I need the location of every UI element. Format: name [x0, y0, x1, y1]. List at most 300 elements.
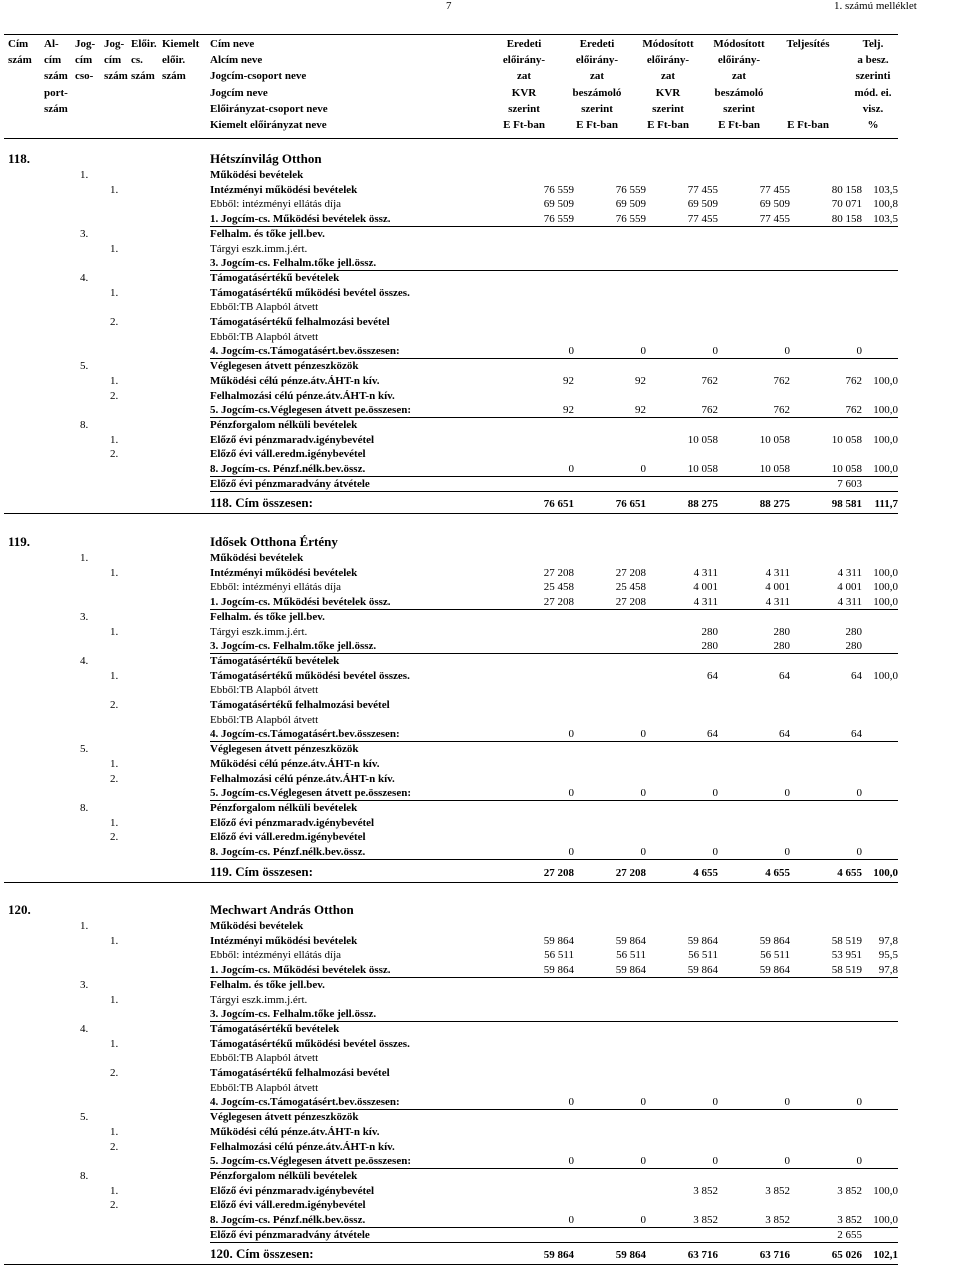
row-value: 280 — [773, 625, 790, 638]
row-value: 0 — [784, 345, 790, 358]
row-label: Működési bevételek — [210, 552, 304, 564]
row-value: 100,0 — [873, 433, 898, 446]
row-index: 1. — [110, 993, 119, 1006]
section-number: 118. — [8, 151, 31, 166]
row-value: 0 — [856, 846, 862, 858]
row-value: 59 864 — [687, 964, 718, 977]
section-title: Hétszínvilág Otthon — [210, 151, 322, 166]
subtotal-rule — [210, 491, 898, 492]
section-total-value: 27 208 — [615, 866, 646, 879]
row-index: 2. — [110, 831, 119, 844]
header-value-label: zat — [589, 70, 605, 83]
row-label: Előző évi pénzmaradv.igénybevétel — [210, 816, 375, 829]
row-index: 2. — [110, 448, 119, 461]
section-total-value: 59 864 — [543, 1249, 574, 1262]
header-name-label: Jogcím-csoport neve — [210, 70, 307, 83]
row-index: 2. — [110, 699, 119, 711]
row-label: 4. Jogcím-cs.Támogatásért.bev.összesen: — [210, 1096, 400, 1109]
row-label: Támogatásértékű felhalmozási bevétel — [210, 316, 390, 328]
header-col-label: szám — [131, 70, 155, 83]
row-value: 0 — [640, 1155, 646, 1168]
row-index: 1. — [110, 433, 119, 446]
header-value-label: KVR — [655, 86, 681, 99]
row-label: Pénzforgalom nélküli bevételek — [210, 1169, 358, 1182]
row-value: 0 — [712, 787, 718, 800]
row-value: 59 864 — [615, 964, 646, 977]
row-label: Előző évi pénzmaradvány átvétele — [210, 1228, 370, 1241]
header-value-label: szerint — [581, 102, 613, 115]
row-index: 1. — [110, 1184, 119, 1197]
row-label: 3. Jogcím-cs. Felhalm.tőke jell.össz. — [210, 640, 377, 653]
row-value: 0 — [568, 1096, 574, 1109]
header-value-label: előirány- — [646, 54, 690, 67]
row-value: 0 — [640, 1096, 646, 1109]
row-value: 0 — [856, 345, 862, 358]
section-total-label: 119. Cím összesen: — [210, 863, 313, 879]
row-value: 0 — [712, 846, 718, 858]
row-label: 4. Jogcím-cs.Támogatásért.bev.összesen: — [210, 728, 400, 741]
row-value: 100,0 — [873, 1184, 898, 1197]
header-value-label: Eredeti — [506, 38, 542, 50]
row-value: 92 — [563, 404, 574, 417]
row-label: Előző évi pénzmaradvány átvétele — [210, 477, 370, 490]
section-total-value: 63 716 — [759, 1249, 790, 1262]
section-total-value: 59 864 — [615, 1249, 646, 1262]
row-value: 762 — [845, 404, 862, 417]
row-value: 3 852 — [837, 1184, 862, 1197]
row-label: 8. Jogcím-cs. Pénzf.nélk.bev.össz. — [210, 846, 366, 858]
row-value: 59 864 — [759, 964, 790, 977]
header-value-label: szerinti — [855, 70, 891, 83]
section-total-value: 100,0 — [873, 866, 898, 879]
row-value: 7 603 — [837, 477, 862, 490]
row-value: 0 — [640, 728, 646, 741]
row-index: 8. — [80, 418, 89, 431]
row-value: 53 951 — [831, 949, 862, 962]
row-label: Támogatásértékű felhalmozási bevétel — [210, 699, 390, 711]
row-value: 64 — [851, 728, 862, 741]
row-value: 27 208 — [615, 596, 646, 609]
row-value: 280 — [845, 640, 862, 653]
row-value: 2 655 — [837, 1228, 862, 1241]
row-value: 59 864 — [615, 934, 646, 947]
header-top-rule — [4, 34, 898, 35]
header-name-label: Kiemelt előirányzat neve — [210, 119, 327, 131]
row-label: Támogatásértékű bevételek — [210, 654, 340, 667]
row-index: 1. — [110, 1037, 119, 1050]
row-label: Működési bevételek — [210, 169, 304, 181]
header-value-label: zat — [660, 70, 676, 83]
row-value: 27 208 — [543, 596, 574, 609]
row-label: Tárgyi eszk.imm.j.ért. — [210, 993, 308, 1006]
section-bottom-rule — [4, 513, 898, 514]
header-value-label: Eredeti — [579, 38, 615, 50]
row-label: 3. Jogcím-cs. Felhalm.tőke jell.össz. — [210, 1008, 377, 1021]
row-label: 1. Jogcím-cs. Működési bevételek össz. — [210, 213, 391, 226]
row-label: Ebből:TB Alapból átvett — [210, 330, 319, 343]
row-index: 1. — [110, 1125, 119, 1138]
header-value-label: Telj. — [862, 38, 884, 50]
row-value: 0 — [568, 1214, 574, 1226]
row-index: 1. — [80, 920, 89, 932]
row-index: 4. — [80, 271, 89, 284]
row-label: Tárgyi eszk.imm.j.ért. — [210, 625, 308, 638]
row-index: 2. — [110, 316, 119, 328]
row-value: 58 519 — [831, 934, 862, 947]
row-value: 280 — [773, 640, 790, 653]
row-value: 103,5 — [873, 183, 898, 196]
row-label: Véglegesen átvett pénzeszközök — [210, 743, 359, 756]
row-label: Ebből:TB Alapból átvett — [210, 1052, 319, 1065]
row-value: 0 — [712, 1155, 718, 1168]
section-total-value: 4 655 — [693, 866, 718, 879]
row-value: 0 — [568, 463, 574, 475]
row-index: 2. — [110, 1067, 119, 1079]
header-value-label: előirány- — [575, 54, 619, 67]
header-col-label: Jog- — [75, 38, 96, 50]
header-col-label: cso- — [75, 70, 94, 83]
header-col-label: cím — [44, 54, 62, 67]
row-value: 70 071 — [831, 198, 862, 211]
row-value: 77 455 — [687, 183, 718, 196]
row-value: 762 — [773, 404, 790, 417]
header-value-label: előirány- — [502, 54, 546, 67]
row-label: Intézményi működési bevételek — [210, 566, 358, 579]
row-value: 0 — [856, 1155, 862, 1168]
row-value: 56 511 — [616, 949, 646, 962]
row-value: 10 058 — [687, 433, 718, 446]
row-value: 0 — [784, 1096, 790, 1109]
row-value: 762 — [845, 374, 862, 387]
row-label: Véglegesen átvett pénzeszközök — [210, 360, 359, 373]
row-value: 59 864 — [687, 934, 718, 947]
row-value: 59 864 — [543, 934, 574, 947]
row-label: 1. Jogcím-cs. Működési bevételek össz. — [210, 596, 391, 609]
row-value: 10 058 — [831, 433, 862, 446]
row-label: 5. Jogcím-cs.Véglegesen átvett pe.összesen: — [210, 787, 411, 800]
row-label: Támogatásértékű bevételek — [210, 271, 340, 284]
header-value-label: E Ft-ban — [718, 119, 760, 131]
row-value: 100,0 — [873, 596, 898, 609]
row-label: Támogatásértékű felhalmozási bevétel — [210, 1067, 390, 1079]
header-name-label: Előirányzat-csoport neve — [210, 102, 328, 115]
row-value: 0 — [640, 345, 646, 358]
row-value: 64 — [707, 669, 718, 682]
section-number: 120. — [8, 902, 31, 917]
row-value: 4 001 — [837, 581, 862, 594]
row-label: Intézményi működési bevételek — [210, 934, 358, 947]
row-value: 0 — [568, 728, 574, 741]
header-col-label: szám — [44, 70, 68, 83]
header-col-label: port- — [44, 86, 68, 99]
row-label: Felhalmozási célú pénze.átv.ÁHT-n kív. — [210, 772, 395, 785]
row-value: 0 — [568, 846, 574, 858]
header-col-label: cím — [75, 54, 93, 67]
row-label: 3. Jogcím-cs. Felhalm.tőke jell.össz. — [210, 257, 377, 270]
row-value: 92 — [563, 374, 574, 387]
header-value-label: zat — [516, 70, 532, 83]
header-value-label: a besz. — [857, 54, 889, 67]
row-value: 95,5 — [878, 949, 898, 962]
header-col-label: szám — [8, 54, 32, 67]
row-value: 25 458 — [615, 581, 646, 594]
row-value: 100,0 — [873, 404, 898, 417]
section-total-value: 102,1 — [873, 1249, 898, 1262]
row-value: 56 511 — [760, 949, 790, 962]
header-value-label: szerint — [652, 102, 684, 115]
header-value-label: E Ft-ban — [787, 119, 829, 131]
row-value: 64 — [707, 728, 718, 741]
row-label: Előző évi pénzmaradv.igénybevétel — [210, 1184, 375, 1197]
row-label: Felhalmozási célú pénze.átv.ÁHT-n kív. — [210, 389, 395, 402]
subtotal-rule — [210, 859, 898, 860]
row-value: 10 058 — [759, 463, 790, 475]
row-label: Tárgyi eszk.imm.j.ért. — [210, 242, 308, 255]
row-value: 100,0 — [873, 581, 898, 594]
row-value: 4 311 — [693, 566, 718, 579]
header-name-label: Cím neve — [210, 38, 255, 50]
row-index: 1. — [110, 669, 119, 682]
row-index: 1. — [110, 183, 119, 196]
header-value-label: szerint — [723, 102, 755, 115]
row-label: Működési célú pénze.átv.ÁHT-n kív. — [210, 374, 380, 387]
row-value: 80 158 — [831, 213, 862, 226]
row-value: 100,0 — [873, 566, 898, 579]
row-value: 10 058 — [759, 433, 790, 446]
section-total-value: 98 581 — [831, 498, 862, 511]
section-bottom-rule — [4, 1264, 898, 1265]
row-label: Támogatásértékű működési bevétel összes. — [210, 669, 410, 682]
row-value: 4 311 — [837, 596, 862, 609]
row-value: 103,5 — [873, 213, 898, 226]
row-index: 1. — [80, 552, 89, 564]
section-total-value: 111,7 — [874, 498, 898, 511]
row-value: 3 852 — [765, 1184, 790, 1197]
row-index: 2. — [110, 389, 119, 402]
row-label: 1. Jogcím-cs. Működési bevételek össz. — [210, 964, 391, 977]
row-value: 0 — [784, 1155, 790, 1168]
header-value-label: Módosított — [642, 38, 694, 50]
row-label: Véglegesen átvett pénzeszközök — [210, 1111, 359, 1124]
header-col-label: szám — [44, 102, 68, 115]
header-value-label: előirány- — [717, 54, 761, 67]
row-value: 4 311 — [765, 566, 790, 579]
row-label: Támogatásértékű működési bevétel összes. — [210, 286, 410, 299]
row-value: 280 — [701, 625, 718, 638]
row-value: 4 001 — [765, 581, 790, 594]
row-value: 280 — [701, 640, 718, 653]
row-index: 1. — [110, 816, 119, 829]
row-label: Intézményi működési bevételek — [210, 183, 358, 196]
row-value: 4 311 — [837, 566, 862, 579]
header-value-label: E Ft-ban — [503, 119, 545, 131]
row-index: 2. — [110, 772, 119, 785]
row-index: 5. — [80, 1111, 89, 1124]
section-number: 119. — [8, 534, 31, 549]
header-bottom-rule — [4, 138, 898, 139]
row-value: 0 — [640, 463, 646, 475]
row-index: 8. — [80, 1169, 89, 1182]
row-value: 100,0 — [873, 463, 898, 475]
row-value: 56 511 — [544, 949, 574, 962]
page-number: 7 — [446, 0, 452, 12]
row-label: Előző évi váll.eredm.igénybevétel — [210, 831, 366, 844]
row-label: Ebből:TB Alapból átvett — [210, 713, 319, 726]
row-label: Ebből: intézményi ellátás díja — [210, 581, 342, 594]
row-value: 69 509 — [759, 198, 790, 211]
header-value-label: KVR — [511, 86, 537, 99]
row-label: Felhalm. és tőke jell.bev. — [210, 978, 325, 991]
row-value: 3 852 — [837, 1214, 862, 1226]
row-index: 1. — [110, 566, 119, 579]
row-value: 77 455 — [759, 213, 790, 226]
row-value: 0 — [568, 345, 574, 358]
row-label: Ebből: intézményi ellátás díja — [210, 198, 342, 211]
header-value-label: E Ft-ban — [576, 119, 618, 131]
row-value: 0 — [640, 787, 646, 800]
header-col-label: szám — [104, 70, 128, 83]
section-total-value: 63 716 — [687, 1249, 718, 1262]
row-label: Ebből: intézményi ellátás díja — [210, 949, 342, 962]
header-name-label: Alcím neve — [210, 54, 263, 67]
row-value: 3 852 — [693, 1214, 718, 1226]
header-value-label: szerint — [508, 102, 540, 115]
row-label: 5. Jogcím-cs.Véglegesen átvett pe.összesen: — [210, 1155, 411, 1168]
header-name-label: Jogcím neve — [210, 86, 268, 99]
row-value: 3 852 — [693, 1184, 718, 1197]
row-label: Előző évi pénzmaradv.igénybevétel — [210, 433, 375, 446]
header-col-label: cím — [104, 54, 122, 67]
row-value: 0 — [640, 1214, 646, 1226]
row-value: 69 509 — [543, 198, 574, 211]
section-total-value: 88 275 — [759, 498, 790, 511]
row-value: 0 — [784, 787, 790, 800]
header-col-label: szám — [162, 70, 186, 83]
row-value: 4 311 — [693, 596, 718, 609]
section-total-value: 27 208 — [543, 866, 574, 879]
header-col-label: Cím — [8, 38, 29, 50]
row-value: 59 864 — [759, 934, 790, 947]
header-value-label: Teljesítés — [786, 38, 830, 50]
row-index: 8. — [80, 801, 89, 814]
header-col-label: Előir. — [131, 38, 157, 50]
row-value: 0 — [856, 1096, 862, 1109]
row-value: 56 511 — [688, 949, 718, 962]
header-value-label: beszámoló — [572, 86, 622, 99]
row-value: 762 — [773, 374, 790, 387]
header-col-label: Jog- — [104, 38, 125, 50]
header-value-label: % — [867, 119, 879, 131]
header-col-label: Al- — [44, 38, 59, 50]
row-value: 0 — [712, 1096, 718, 1109]
row-value: 4 001 — [693, 581, 718, 594]
row-label: Előző évi váll.eredm.igénybevétel — [210, 1199, 366, 1212]
row-index: 1. — [110, 286, 119, 299]
row-index: 4. — [80, 1022, 89, 1035]
row-value: 58 519 — [831, 964, 862, 977]
row-value: 64 — [851, 669, 862, 682]
row-value: 0 — [568, 787, 574, 800]
row-value: 10 058 — [831, 463, 862, 475]
row-index: 5. — [80, 743, 89, 756]
row-value: 762 — [701, 374, 718, 387]
row-value: 69 509 — [615, 198, 646, 211]
header-value-label: visz. — [862, 102, 884, 115]
row-index: 3. — [80, 978, 89, 991]
row-value: 100,8 — [873, 198, 898, 211]
header-value-label: mód. ei. — [854, 86, 892, 99]
section-total-value: 65 026 — [831, 1249, 862, 1262]
section-title: Idősek Otthona Értény — [210, 534, 338, 549]
header-value-label: zat — [731, 70, 747, 83]
row-value: 280 — [845, 625, 862, 638]
annex-label: 1. számú melléklet — [834, 0, 917, 12]
row-index: 5. — [80, 360, 89, 373]
row-label: Ebből:TB Alapból átvett — [210, 684, 319, 697]
row-value: 0 — [640, 846, 646, 858]
row-label: Felhalm. és tőke jell.bev. — [210, 610, 325, 623]
row-value: 77 455 — [687, 213, 718, 226]
row-value: 64 — [779, 669, 790, 682]
row-value: 76 559 — [615, 213, 646, 226]
row-label: Pénzforgalom nélküli bevételek — [210, 801, 358, 814]
row-value: 762 — [701, 404, 718, 417]
header-value-label: Módosított — [713, 38, 765, 50]
row-index: 2. — [110, 1140, 119, 1153]
subtotal-rule — [210, 1242, 898, 1243]
row-label: Támogatásértékű bevételek — [210, 1022, 340, 1035]
row-value: 27 208 — [543, 566, 574, 579]
section-total-label: 120. Cím összesen: — [210, 1246, 314, 1262]
row-value: 25 458 — [543, 581, 574, 594]
row-label: Működési célú pénze.átv.ÁHT-n kív. — [210, 757, 380, 770]
row-value: 27 208 — [615, 566, 646, 579]
row-value: 69 509 — [687, 198, 718, 211]
section-total-value: 76 651 — [615, 498, 646, 511]
row-value: 10 058 — [687, 463, 718, 475]
section-total-value: 76 651 — [543, 498, 574, 511]
row-value: 0 — [856, 787, 862, 800]
section-bottom-rule — [4, 882, 898, 883]
header-col-label: cs. — [131, 54, 143, 67]
row-label: 5. Jogcím-cs.Véglegesen átvett pe.összesen: — [210, 404, 411, 417]
row-value: 100,0 — [873, 374, 898, 387]
row-label: Működési bevételek — [210, 920, 304, 932]
row-value: 0 — [568, 1155, 574, 1168]
row-value: 97,8 — [878, 934, 898, 947]
row-value: 76 559 — [543, 213, 574, 226]
header-col-label: előir. — [162, 54, 186, 67]
row-value: 76 559 — [615, 183, 646, 196]
row-value: 0 — [784, 846, 790, 858]
row-label: Ebből:TB Alapból átvett — [210, 1081, 319, 1094]
row-index: 3. — [80, 227, 89, 240]
row-value: 77 455 — [759, 183, 790, 196]
row-label: 8. Jogcím-cs. Pénzf.nélk.bev.össz. — [210, 463, 366, 475]
row-index: 4. — [80, 654, 89, 667]
header-value-label: beszámoló — [714, 86, 764, 99]
row-label: Előző évi váll.eredm.igénybevétel — [210, 448, 366, 461]
row-index: 2. — [110, 1199, 119, 1212]
section-title: Mechwart András Otthon — [210, 902, 354, 917]
row-value: 76 559 — [543, 183, 574, 196]
row-label: Ebből:TB Alapból átvett — [210, 301, 319, 314]
row-value: 64 — [779, 728, 790, 741]
header-col-label: Kiemelt — [162, 38, 200, 50]
section-total-value: 4 655 — [765, 866, 790, 879]
row-value: 4 311 — [765, 596, 790, 609]
section-total-value: 88 275 — [687, 498, 718, 511]
